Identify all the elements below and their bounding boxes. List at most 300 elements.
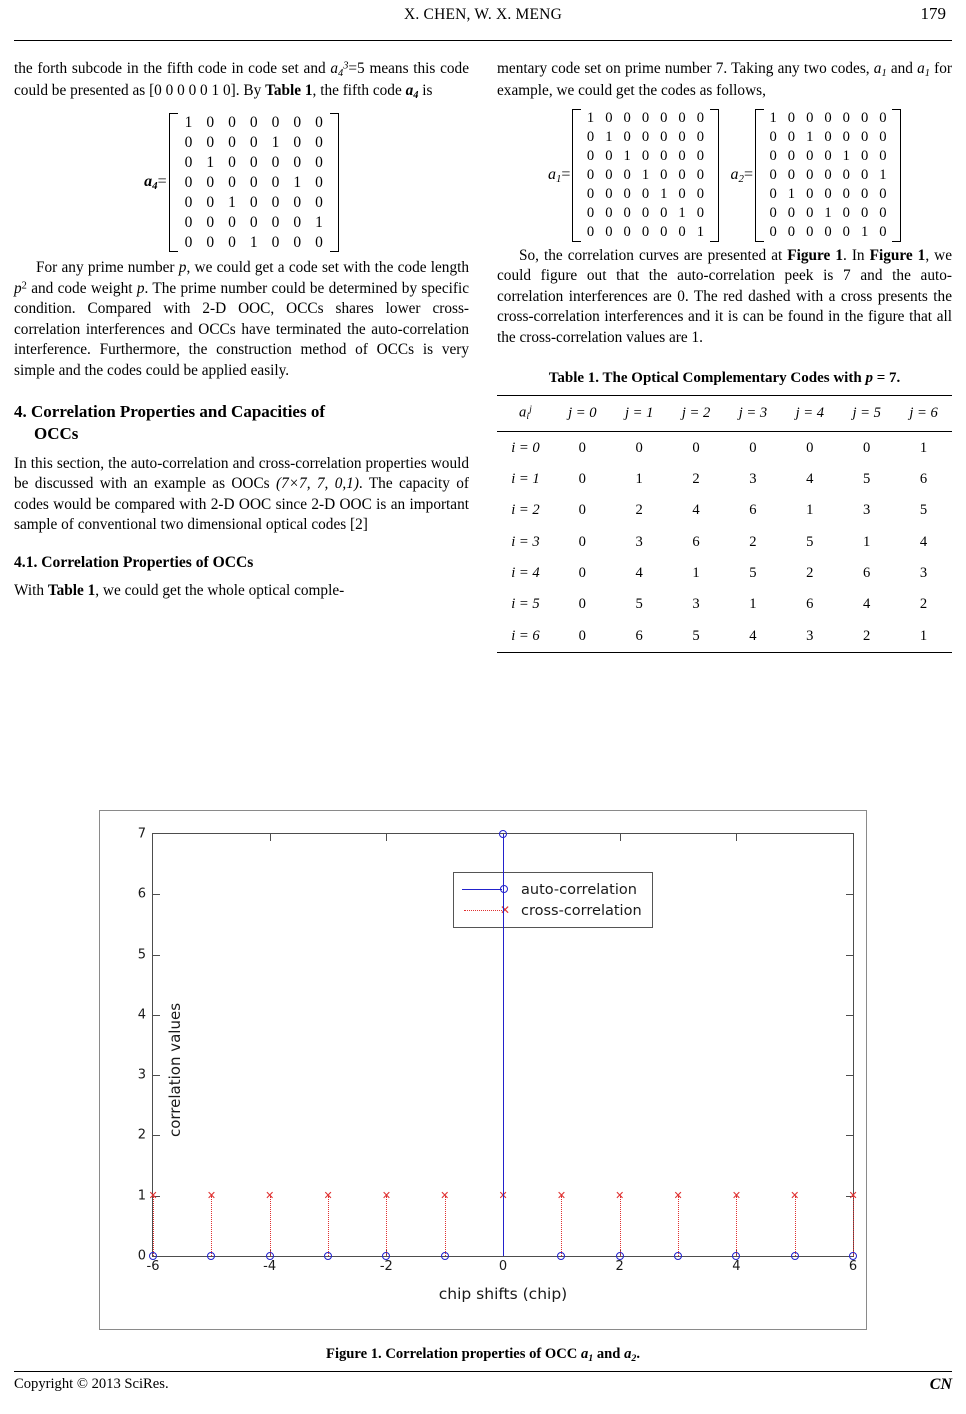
table1-cell: 4 bbox=[692, 502, 700, 519]
matrix-cell: 0 bbox=[842, 223, 850, 240]
matrix-row bbox=[178, 213, 330, 233]
chart-y-tick-mark bbox=[846, 1015, 853, 1016]
matrix-cell: 0 bbox=[842, 110, 850, 127]
matrix-a4-label: $a_4=$ bbox=[144, 173, 167, 193]
matrix-cell: 0 bbox=[271, 113, 280, 131]
right-column bbox=[497, 59, 952, 653]
matrix-a2-wrap bbox=[731, 109, 902, 241]
matrix-cell: 0 bbox=[293, 153, 302, 171]
chart-x-tick-mark bbox=[270, 834, 271, 841]
matrix-cell: 0 bbox=[769, 129, 777, 146]
left-paragraph-4 bbox=[14, 581, 469, 601]
matrix-cell: 0 bbox=[678, 186, 686, 203]
table1-row-label: i = 1 bbox=[511, 470, 540, 487]
table1-col-header: j = 6 bbox=[895, 396, 952, 432]
rp1-text-c: for example, we could get the codes as follows, bbox=[497, 60, 952, 99]
legend-item-auto bbox=[462, 879, 642, 900]
matrix-cell: 0 bbox=[623, 223, 631, 240]
matrix-cell: 0 bbox=[806, 167, 814, 184]
lp3-math-params: (7×7, 7, 0,1) bbox=[275, 475, 359, 493]
matrix-cell: 0 bbox=[271, 193, 280, 211]
matrix-cell: 0 bbox=[586, 167, 595, 184]
matrix-cell: 0 bbox=[641, 129, 650, 146]
matrix-a1-table bbox=[581, 109, 709, 241]
chart-cross-correlation-marker: ✕ bbox=[731, 1189, 742, 1203]
matrix-cell: 0 bbox=[271, 213, 280, 231]
table1-cell: 0 bbox=[863, 439, 871, 456]
matrix-cell: 0 bbox=[315, 233, 323, 251]
table1-cell: 4 bbox=[806, 470, 814, 487]
matrix-cell: 0 bbox=[206, 113, 215, 131]
legend-item-cross bbox=[462, 900, 642, 921]
lp2-text-b: , we could get a code set with the code length bbox=[186, 259, 469, 277]
left-paragraph-2 bbox=[14, 258, 469, 381]
chart-y-tick-mark bbox=[846, 955, 853, 956]
chart-auto-correlation-marker bbox=[441, 1252, 449, 1260]
matrix-cell: 0 bbox=[860, 129, 869, 146]
matrix-cell: 0 bbox=[860, 167, 869, 184]
chart-cross-correlation-marker: ✕ bbox=[323, 1189, 333, 1203]
matrix-cell: 0 bbox=[696, 110, 704, 127]
table1-cell: 4 bbox=[863, 596, 871, 613]
matrix-a4-block bbox=[14, 113, 469, 253]
table1-caption-pre: Table 1. The Optical Complementary Codes with bbox=[548, 370, 866, 387]
matrix-cell: 0 bbox=[605, 204, 613, 221]
matrix-cell: 1 bbox=[842, 148, 850, 165]
rp1-text-a: mentary code set on prime number 7. Taking any two codes, bbox=[497, 60, 874, 77]
chart-auto-correlation-marker bbox=[557, 1252, 565, 1260]
matrix-cell: 0 bbox=[842, 129, 850, 146]
matrix-cell: 0 bbox=[206, 133, 215, 151]
chart-y-tick-label: 2 bbox=[137, 1127, 146, 1143]
page-footer bbox=[14, 1371, 952, 1404]
matrix-a4-table bbox=[178, 113, 330, 253]
matrix-cell: 0 bbox=[249, 153, 258, 171]
matrix-cell: 0 bbox=[228, 113, 236, 131]
table1-cell: 3 bbox=[692, 596, 700, 613]
matrix-cell: 0 bbox=[860, 148, 869, 165]
matrix-cell: 1 bbox=[249, 233, 258, 251]
matrix-row bbox=[581, 204, 709, 223]
chart-x-tick-label: -4 bbox=[263, 1259, 277, 1274]
matrix-cell: 1 bbox=[271, 133, 280, 151]
matrix-cell: 0 bbox=[605, 223, 613, 240]
table-row bbox=[497, 527, 952, 558]
matrix-row bbox=[764, 109, 892, 128]
matrix-cell: 0 bbox=[249, 133, 258, 151]
matrix-cell: 0 bbox=[228, 153, 236, 171]
right-paragraph-1 bbox=[497, 59, 952, 101]
matrix-cell: 1 bbox=[824, 204, 832, 221]
matrix-cell: 1 bbox=[315, 213, 323, 231]
lp1-math-a4: $a_4$ bbox=[405, 81, 419, 101]
chart-y-tick-mark bbox=[846, 1075, 853, 1076]
matrix-cell: 0 bbox=[678, 148, 686, 165]
table1-cell: 1 bbox=[692, 565, 700, 582]
table1-cell: 2 bbox=[635, 502, 643, 519]
chart-x-tick-label: 2 bbox=[615, 1259, 624, 1274]
table1-cell: 6 bbox=[692, 533, 700, 550]
rp2-text-b: . In bbox=[843, 246, 870, 264]
matrix-cell: 0 bbox=[586, 186, 595, 203]
matrix-cell: 0 bbox=[678, 223, 686, 240]
chart-y-tick-mark bbox=[846, 894, 853, 895]
table1-cell: 6 bbox=[806, 596, 814, 613]
running-head bbox=[14, 0, 952, 41]
matrix-row bbox=[178, 173, 330, 193]
chart-cross-correlation-marker: ✕ bbox=[790, 1189, 800, 1203]
chart-y-tick-label: 5 bbox=[137, 947, 146, 963]
chart-x-tick-label: 6 bbox=[848, 1259, 858, 1274]
matrix-row bbox=[764, 204, 892, 223]
chart-y-tick-label: 4 bbox=[137, 1007, 146, 1023]
table-row bbox=[497, 558, 952, 589]
table1-row-label: i = 6 bbox=[497, 621, 554, 653]
table1-cell: 2 bbox=[838, 621, 895, 653]
lp2-math-p: p bbox=[178, 259, 187, 277]
fig-caption-post: . bbox=[636, 1346, 640, 1362]
table1-cell: 0 bbox=[578, 596, 586, 613]
matrix-cell: 0 bbox=[293, 193, 302, 211]
chart-auto-correlation-marker bbox=[324, 1252, 332, 1260]
chart-cross-correlation-stem bbox=[211, 1196, 212, 1256]
lp4-text-a: With bbox=[14, 581, 48, 599]
table1-cell: 5 bbox=[863, 470, 871, 487]
matrix-cell: 0 bbox=[806, 204, 814, 221]
matrix-cell: 1 bbox=[228, 193, 236, 211]
matrix-cell: 0 bbox=[641, 186, 650, 203]
chart-cross-correlation-stem bbox=[620, 1196, 621, 1256]
matrix-cell: 0 bbox=[641, 148, 650, 165]
matrix-cell: 0 bbox=[586, 223, 595, 240]
chart-y-tick-label: 3 bbox=[137, 1067, 146, 1083]
table1-cell: 6 bbox=[611, 621, 668, 653]
chart-x-axis-label: chip shifts (chip) bbox=[438, 1285, 568, 1303]
table1-cell: 6 bbox=[749, 502, 757, 519]
table1-cell: 2 bbox=[692, 470, 700, 487]
matrix-cell: 0 bbox=[586, 148, 595, 165]
chart-cross-correlation-marker: ✕ bbox=[556, 1189, 567, 1203]
matrix-cell: 0 bbox=[271, 233, 280, 251]
chart-x-tick-mark bbox=[386, 834, 387, 841]
table-row bbox=[497, 621, 952, 653]
chart-cross-correlation-marker: ✕ bbox=[148, 1189, 158, 1203]
table1-cell: 0 bbox=[578, 533, 586, 550]
table1-cell: 3 bbox=[635, 533, 643, 550]
table1-cell: 1 bbox=[895, 621, 952, 653]
chart-auto-correlation-marker bbox=[266, 1252, 274, 1260]
matrix-cell: 0 bbox=[787, 129, 796, 146]
chart-cross-correlation-marker: ✕ bbox=[265, 1189, 275, 1203]
matrix-a1-a2-block bbox=[497, 109, 952, 241]
chart-cross-correlation-marker: ✕ bbox=[848, 1189, 858, 1203]
lp2-text-a: For any prime number bbox=[36, 259, 179, 277]
table1-cell: 5 bbox=[668, 621, 725, 653]
subsection-heading-4-1: 4.1. Correlation Properties of OCCs bbox=[14, 553, 254, 571]
lp2-text-d: . The prime number could be determined by specific condition. Compared with 2-D OOC, OCCs shares lower cross-correlation interferences and OCCs have terminated the auto-correlation interference. Furthermore, the construction method of OCCs is very simple and the codes could be applied easily. bbox=[14, 279, 469, 379]
table1-caption-post: = 7. bbox=[872, 370, 901, 387]
table1-col-header: j = 4 bbox=[781, 396, 838, 432]
lp1-math-a4-3: $a_4^3$ bbox=[330, 60, 349, 79]
bracket-right bbox=[330, 113, 339, 253]
lp2-text-c: and code weight bbox=[26, 279, 137, 297]
chart-x-tick-label: -2 bbox=[379, 1259, 393, 1274]
left-paragraph-3 bbox=[14, 454, 469, 536]
chart-auto-correlation-marker bbox=[499, 830, 507, 838]
matrix-cell: 0 bbox=[315, 173, 323, 191]
matrix-cell: 1 bbox=[769, 110, 777, 127]
table1-cell: 0 bbox=[578, 565, 586, 582]
bracket-right bbox=[710, 109, 719, 241]
legend-marker-auto-correlation bbox=[462, 883, 514, 897]
matrix-a2 bbox=[755, 109, 901, 241]
chart-y-tick-mark bbox=[846, 1135, 853, 1136]
table1-cell: 0 bbox=[554, 621, 611, 653]
table-row bbox=[497, 464, 952, 495]
table1-col-header: j = 5 bbox=[838, 396, 895, 432]
matrix-cell: 0 bbox=[769, 148, 777, 165]
matrix-cell: 1 bbox=[806, 129, 814, 146]
matrix-cell: 0 bbox=[824, 129, 832, 146]
matrix-row bbox=[764, 166, 892, 185]
chart-auto-correlation-stem bbox=[503, 834, 504, 1256]
table1-cell: 3 bbox=[749, 470, 757, 487]
matrix-row bbox=[764, 185, 892, 204]
matrix-cell: 0 bbox=[787, 110, 796, 127]
lp1-text-d: is bbox=[418, 81, 433, 99]
lp1-text-a: the forth subcode in the fifth code in code set and bbox=[14, 60, 331, 77]
chart-y-axis-label: correlation values bbox=[166, 1002, 185, 1138]
matrix-cell: 0 bbox=[769, 223, 777, 240]
lp4-text-b: , we could get the whole optical comple- bbox=[95, 581, 345, 599]
legend-label-cross-correlation: cross-correlation bbox=[521, 902, 642, 919]
matrix-cell: 0 bbox=[806, 186, 814, 203]
bracket-left bbox=[572, 109, 581, 241]
journal-abbrev: CN bbox=[929, 1376, 952, 1393]
table1-cell: 5 bbox=[635, 596, 643, 613]
table1-cell: 3 bbox=[863, 502, 871, 519]
figure-1-caption bbox=[0, 1346, 966, 1364]
matrix-cell: 0 bbox=[824, 186, 832, 203]
matrix-row bbox=[581, 166, 709, 185]
matrix-cell: 0 bbox=[623, 167, 631, 184]
chart-auto-correlation-marker bbox=[674, 1252, 682, 1260]
matrix-cell: 0 bbox=[660, 204, 668, 221]
matrix-cell: 0 bbox=[879, 110, 887, 127]
matrix-cell: 0 bbox=[660, 110, 668, 127]
matrix-cell: 0 bbox=[586, 204, 595, 221]
matrix-cell: 1 bbox=[184, 113, 193, 131]
chart-auto-correlation-marker bbox=[791, 1252, 799, 1260]
chart-cross-correlation-marker: ✕ bbox=[440, 1189, 450, 1203]
chart-x-tick-label: 0 bbox=[498, 1259, 508, 1274]
chart-legend bbox=[453, 872, 653, 928]
matrix-cell: 0 bbox=[860, 110, 869, 127]
table1-row-label: i = 4 bbox=[511, 565, 540, 582]
rp2-text-c: , we could figure out that the auto-correlation peek is 7 and the auto-correlation interferences are 0. The red dashed with a cross presents the cross-correlation interferences and it is can be found in the figure that all the cross-correlation values are 1. bbox=[497, 246, 953, 346]
chart-y-tick-label: 7 bbox=[137, 826, 146, 842]
matrix-cell: 0 bbox=[824, 223, 832, 240]
matrix-cell: 0 bbox=[879, 204, 887, 221]
matrix-cell: 0 bbox=[184, 133, 193, 151]
matrix-cell: 0 bbox=[769, 186, 777, 203]
table1-col-header: j = 1 bbox=[611, 396, 668, 432]
matrix-cell: 0 bbox=[623, 110, 631, 127]
section-heading-4 bbox=[14, 401, 469, 444]
matrix-row bbox=[178, 133, 330, 153]
matrix-a4 bbox=[169, 113, 339, 253]
page-number: 179 bbox=[920, 4, 946, 23]
chart-auto-correlation-marker bbox=[616, 1252, 624, 1260]
table1-cell: 0 bbox=[578, 470, 586, 487]
chart-cross-correlation-stem bbox=[445, 1196, 446, 1256]
chart-x-tick-mark bbox=[620, 834, 621, 841]
bracket-left bbox=[169, 113, 178, 253]
matrix-cell: 0 bbox=[879, 148, 887, 165]
table1-cell: 0 bbox=[578, 439, 586, 456]
table1-caption-math: p bbox=[865, 370, 873, 387]
matrix-cell: 0 bbox=[228, 233, 236, 251]
rp1-math-a1b: $a_1$ bbox=[917, 60, 930, 79]
table1-col-header: j = 3 bbox=[725, 396, 782, 432]
matrix-cell: 0 bbox=[184, 213, 193, 231]
matrix-cell: 0 bbox=[184, 153, 193, 171]
matrix-cell: 0 bbox=[293, 113, 302, 131]
matrix-cell: 0 bbox=[184, 193, 193, 211]
table1-cell: 1 bbox=[863, 533, 871, 550]
chart-cross-correlation-marker: ✕ bbox=[498, 1189, 508, 1203]
matrix-cell: 0 bbox=[184, 233, 193, 251]
matrix-cell: 0 bbox=[293, 133, 302, 151]
matrix-cell: 0 bbox=[605, 186, 613, 203]
matrix-cell: 0 bbox=[860, 204, 869, 221]
matrix-cell: 0 bbox=[293, 233, 302, 251]
matrix-row bbox=[581, 147, 709, 166]
matrix-cell: 0 bbox=[842, 167, 850, 184]
matrix-cell: 0 bbox=[623, 129, 631, 146]
matrix-cell: 0 bbox=[293, 213, 302, 231]
lp4-table-ref: Table 1 bbox=[47, 581, 96, 599]
copyright-text: Copyright © 2013 SciRes. bbox=[14, 1376, 169, 1392]
matrix-cell: 0 bbox=[315, 193, 323, 211]
matrix-cell: 0 bbox=[315, 153, 323, 171]
matrix-row bbox=[178, 233, 330, 253]
matrix-cell: 0 bbox=[315, 113, 323, 131]
table1-row-label: i = 0 bbox=[511, 439, 540, 456]
chart-y-tick-mark bbox=[153, 955, 160, 956]
rp1-math-a1: $a_1$ bbox=[873, 60, 887, 79]
table1-cell: 2 bbox=[806, 565, 814, 582]
right-paragraph-2 bbox=[497, 246, 952, 348]
lp1-table-ref: Table 1 bbox=[265, 81, 313, 99]
matrix-cell: 0 bbox=[249, 193, 258, 211]
lp1-text-c: , the fifth code bbox=[312, 81, 406, 99]
matrix-a1 bbox=[572, 109, 718, 241]
rp2-text-a: So, the correlation curves are presented at bbox=[519, 246, 788, 264]
table1 bbox=[497, 395, 952, 653]
matrix-cell: 0 bbox=[605, 167, 613, 184]
matrix-cell: 1 bbox=[293, 173, 302, 191]
table1-cell: 0 bbox=[635, 439, 643, 456]
table-row bbox=[497, 589, 952, 620]
matrix-row bbox=[581, 223, 709, 242]
matrix-a2-table bbox=[764, 109, 892, 241]
matrix-row bbox=[178, 193, 330, 213]
matrix-row bbox=[581, 128, 709, 147]
table1-cell: 1 bbox=[806, 502, 814, 519]
chart-y-tick-mark bbox=[153, 894, 160, 895]
table-row bbox=[497, 495, 952, 526]
matrix-cell: 0 bbox=[271, 173, 280, 191]
chart-cross-correlation-stem bbox=[853, 1196, 854, 1256]
table1-row-label: i = 3 bbox=[511, 533, 540, 550]
chart-cross-correlation-stem bbox=[270, 1196, 271, 1256]
matrix-cell: 1 bbox=[678, 204, 686, 221]
matrix-cell: 0 bbox=[206, 193, 215, 211]
rp2-figure-ref-2: Figure 1 bbox=[869, 246, 926, 264]
matrix-cell: 0 bbox=[315, 133, 323, 151]
chart-x-tick-label: -6 bbox=[146, 1259, 160, 1274]
matrix-cell: 0 bbox=[769, 204, 777, 221]
matrix-cell: 0 bbox=[787, 204, 796, 221]
chart-x-tick-label: 4 bbox=[732, 1259, 741, 1274]
matrix-cell: 0 bbox=[623, 204, 631, 221]
rp1-text-b: and bbox=[886, 60, 918, 77]
chart-cross-correlation-stem bbox=[153, 1196, 154, 1256]
matrix-row bbox=[764, 223, 892, 242]
matrix-cell: 0 bbox=[879, 186, 887, 203]
matrix-cell: 0 bbox=[184, 173, 193, 191]
two-column-body bbox=[14, 59, 952, 653]
table1-cell: 6 bbox=[863, 565, 871, 582]
matrix-cell: 1 bbox=[660, 186, 668, 203]
matrix-cell: 0 bbox=[660, 148, 668, 165]
chart-cross-correlation-stem bbox=[678, 1196, 679, 1256]
lp3-text-b: . The capacity of codes would be compared with 2-D OOC since 2-D OOC is an important sample of conventional two dimensional optical codes [2] bbox=[14, 475, 470, 534]
table1-cell: 5 bbox=[749, 565, 757, 582]
matrix-cell: 0 bbox=[660, 129, 668, 146]
matrix-cell: 0 bbox=[660, 223, 668, 240]
matrix-cell: 0 bbox=[696, 148, 704, 165]
matrix-cell: 0 bbox=[271, 153, 280, 171]
legend-marker-cross-correlation: ✕ bbox=[462, 904, 514, 918]
matrix-cell: 0 bbox=[842, 204, 850, 221]
table1-cell: 3 bbox=[781, 621, 838, 653]
lp2-math-p3: p bbox=[136, 279, 145, 297]
matrix-cell: 0 bbox=[249, 113, 258, 131]
table1-cell: 1 bbox=[635, 470, 643, 487]
matrix-cell: 0 bbox=[605, 110, 613, 127]
matrix-cell: 1 bbox=[860, 223, 869, 240]
table1-cell: 1 bbox=[749, 596, 757, 613]
matrix-cell: 0 bbox=[806, 148, 814, 165]
chart-cross-correlation-marker: ✕ bbox=[206, 1189, 217, 1203]
matrix-cell: 0 bbox=[787, 148, 796, 165]
chart-auto-correlation-marker bbox=[849, 1252, 857, 1260]
matrix-cell: 0 bbox=[678, 129, 686, 146]
section-heading-line2: OCCs bbox=[34, 423, 79, 443]
left-paragraph-1 bbox=[14, 59, 469, 103]
table1-row-label: i = 5 bbox=[511, 596, 540, 613]
matrix-cell: 0 bbox=[824, 148, 832, 165]
matrix-cell: 0 bbox=[660, 167, 668, 184]
matrix-cell: 1 bbox=[586, 110, 595, 127]
chart-cross-correlation-stem bbox=[795, 1196, 796, 1256]
fig-caption-a1: $a_1$ bbox=[580, 1346, 594, 1364]
chart-y-tick-mark bbox=[153, 1135, 160, 1136]
chart-cross-correlation-stem bbox=[386, 1196, 387, 1256]
matrix-a1-wrap bbox=[548, 109, 719, 241]
